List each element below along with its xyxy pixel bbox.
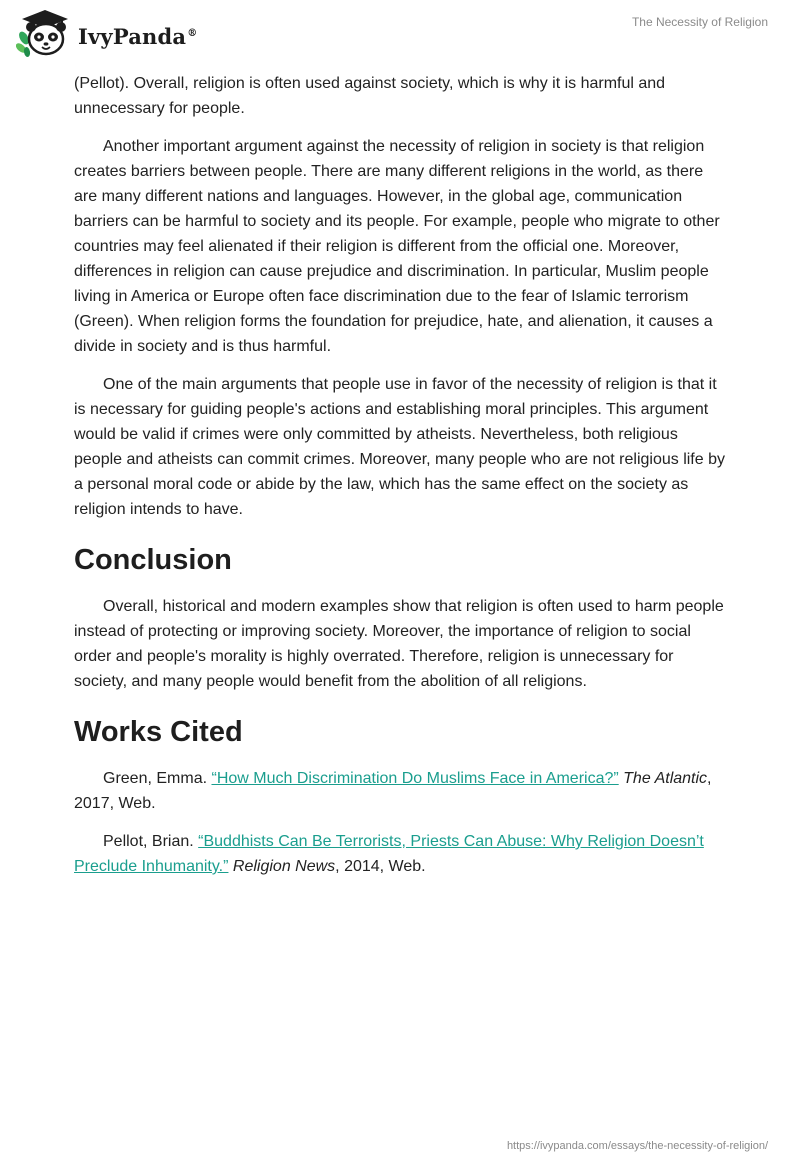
works-cited-heading: Works Cited: [74, 716, 243, 748]
essay-content: [74, 71, 730, 892]
citation-link[interactable]: “Buddhists Can Be Terrorists, Priests Can Abuse: Why Religion Doesn’t Preclude Inhumanity.”: [74, 833, 704, 875]
registered-mark: ®: [187, 27, 198, 39]
paragraph-continuation: (Pellot). Overall, religion is often used against society, which is why it is harmful and unnecessary for people.: [74, 75, 666, 117]
footer-url: https://ivypanda.com/essays/the-necessity-of-religion/: [506, 1140, 768, 1152]
citation-source: Religion News: [232, 858, 336, 875]
citation-entry: [74, 829, 730, 879]
paragraph-barriers: Another important argument against the necessity of religion in society is that religion creates barriers between people. There are many different religions in the world, as there are many different nations and languages. However, in the global age, communication barriers can be harmful to society and its people. For example, people who migrate to other countries may feel alienated if their religion is different from the official one. Moreover, differences in religion can cause prejudice and discrimination. In particular, Muslim people living in America or Europe often face discrimination due to the fear of Islamic terrorism (Green). When religion forms the foundation for prejudice, hate, and alienation, it causes a divide in society and is thus harmful.: [74, 138, 720, 355]
panda-logo-icon: [16, 8, 74, 60]
document-title: The Necessity of Religion: [631, 15, 768, 29]
ivypanda-logo[interactable]: [16, 8, 197, 60]
brand-name: IvyPanda®: [78, 23, 198, 49]
citation-source: The Atlantic: [623, 770, 708, 787]
citation-entry: [74, 766, 730, 816]
conclusion-heading: Conclusion: [74, 544, 232, 576]
citation-details: , 2014, Web.: [335, 858, 426, 875]
citation-details: , 2017, Web.: [74, 770, 712, 812]
paragraph-morality: One of the main arguments that people use in favor of the necessity of religion is that it is necessary for guiding people's actions and establishing moral principles. This argument would be valid if crimes were only committed by atheists. Nevertheless, both religious people and atheists can commit crimes. Moreover, many people who are not religious life by a personal moral code or abide by the law, which has the same effect on the society as religion intends to have.: [74, 376, 725, 518]
page-header: [0, 0, 800, 70]
citation-author: Pellot, Brian.: [103, 833, 199, 850]
citation-link[interactable]: “How Much Discrimination Do Muslims Face in America?”: [211, 770, 619, 787]
paragraph-conclusion: Overall, historical and modern examples show that religion is often used to harm people instead of protecting or improving society. Moreover, the importance of religion to social order and people's morality is highly overrated. Therefore, religion is unnecessary for society, and many people would benefit from the abolition of all religions.: [74, 598, 724, 690]
citation-author: Green, Emma.: [103, 770, 212, 787]
